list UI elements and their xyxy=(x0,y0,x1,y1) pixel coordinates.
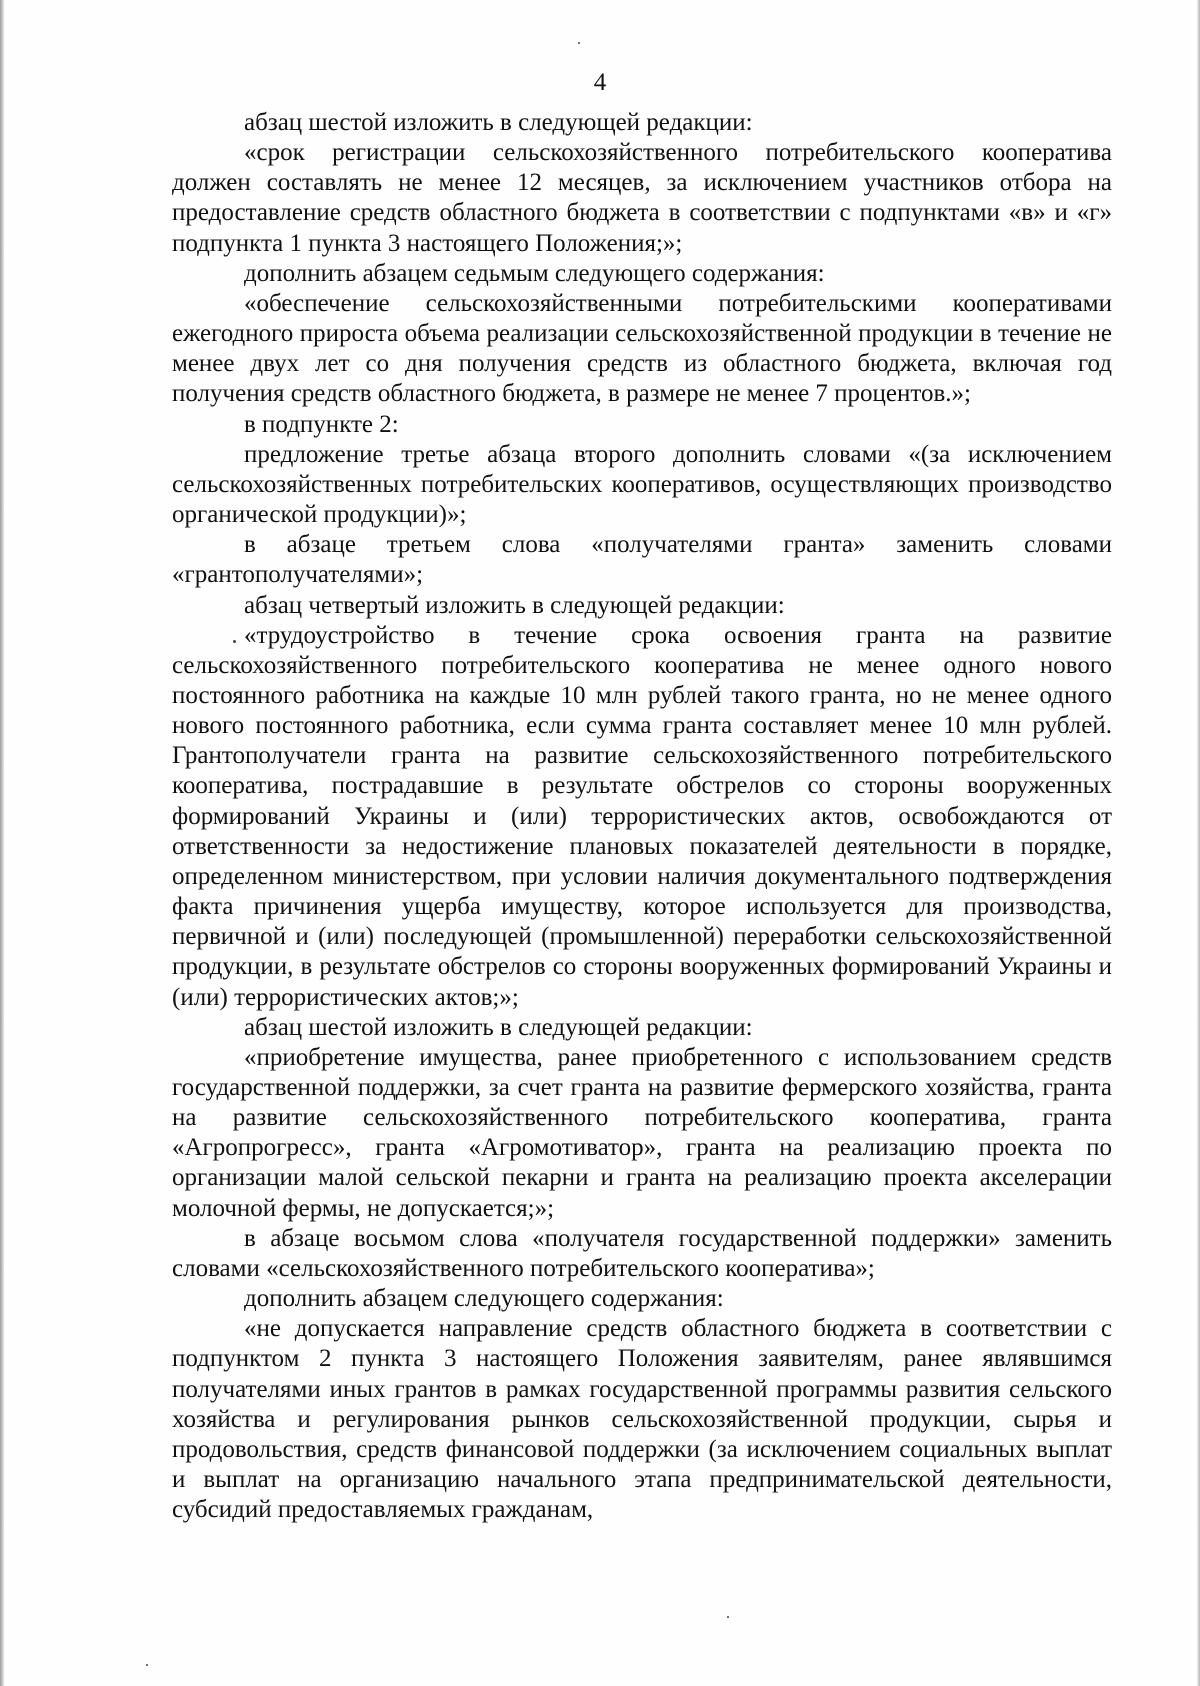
paragraph: абзац шестой изложить в следующей редакции: xyxy=(244,109,753,136)
paragraph: предложение третье абзаца второго дополнить словами «(за исключением сельскохозяйственных потребительских кооперативов, осуществляющих производство органической продукции)»; xyxy=(172,440,1112,529)
paragraph: в подпункте 2: xyxy=(244,410,399,438)
document-body xyxy=(172,108,1112,1525)
page-number: 4 xyxy=(593,69,607,96)
paragraph: «обеспечение сельскохозяйственными потребительскими кооперативами ежегодного прироста объема реализации сельскохозяйственной продукции в течение не менее двух лет со дня получения средств из областного бюджета, включая год получения средств областного бюджета, в размере не менее 7 процентов.»; xyxy=(172,289,1112,408)
paragraph: «не допускается направление средств областного бюджета в соответствии с подпунктом 2 пункта 3 настоящего Положения заявителям, ранее являвшимся получателями иных грантов в рамках государственной программы развития сельского хозяйства и регулирования рынков сельскохозяйственной продукции, сырья и продовольствия, средств финансовой поддержки (за исключением социальных выплат и выплат на организацию начального этапа предпринимательской деятельности, субсидий предоставляемых гражданам, xyxy=(172,1315,1112,1524)
scan-speck xyxy=(727,1616,729,1618)
paragraph: дополнить абзацем седьмым следующего содержания: xyxy=(244,259,825,287)
paragraph: дополнить абзацем следующего содержания: xyxy=(244,1285,724,1313)
paragraph: «трудоустройство в течение срока освоения гранта на развитие сельскохозяйственного потребительского кооператива не менее одного нового постоянного работника на каждые 10 млн рублей такого гранта, но не менее одного нового постоянного работника, если сумма гранта составляет менее 10 млн рублей. Грантополучатели гранта на развитие сельскохозяйственного потребительского кооператива, пострадавшие в результате обстрелов со стороны вооруженных формирований Украины и (или) террористических актов, освобождаются от ответственности за недостижение плановых показателей деятельности в порядке, определенном министерством, при условии наличия документального подтверждения факта причинения ущерба имуществу, которое используется для производства, первичной и (или) последующей (промышленной) переработки сельскохозяйственной продукции, в результате обстрелов со стороны вооруженных формирований Украины и (или) террористических актов;»; xyxy=(172,621,1112,1011)
paragraph: абзац шестой изложить в следующей редакции: xyxy=(244,1013,753,1041)
paragraph: в абзаце третьем слова «получателями гранта» заменить словами «грантополучателями»; xyxy=(172,531,1112,589)
paragraph: «срок регистрации сельскохозяйственного потребительского кооператива должен составлять не менее 12 месяцев, за исключением участников отбора на предоставление средств областного бюджета в соответствии с подпунктами «в» и «г» подпункта 1 пункта 3 настоящего Положения;»; xyxy=(172,139,1112,257)
scan-speck xyxy=(233,640,236,643)
paragraph: «приобретение имущества, ранее приобретенного с использованием средств государственной поддержки, за счет гранта на развитие фермерского хозяйства, гранта на развитие сельскохозяйственного потребительского кооператива, гранта «Агропрогресс», гранта «Агромотиватор», гранта на реализацию проекта по организации малой сельской пекарни и гранта на реализацию проекта акселерации молочной фермы, не допускается;»; xyxy=(172,1043,1112,1222)
scan-speck xyxy=(146,1664,148,1666)
paragraph: в абзаце восьмом слова «получателя государственной поддержки» заменить словами «сельскохозяйственного потребительского кооператива»; xyxy=(172,1224,1112,1282)
scan-speck xyxy=(578,42,580,44)
paragraph: абзац четвертый изложить в следующей редакции: xyxy=(244,591,785,619)
scan-edge-left xyxy=(0,0,4,1686)
